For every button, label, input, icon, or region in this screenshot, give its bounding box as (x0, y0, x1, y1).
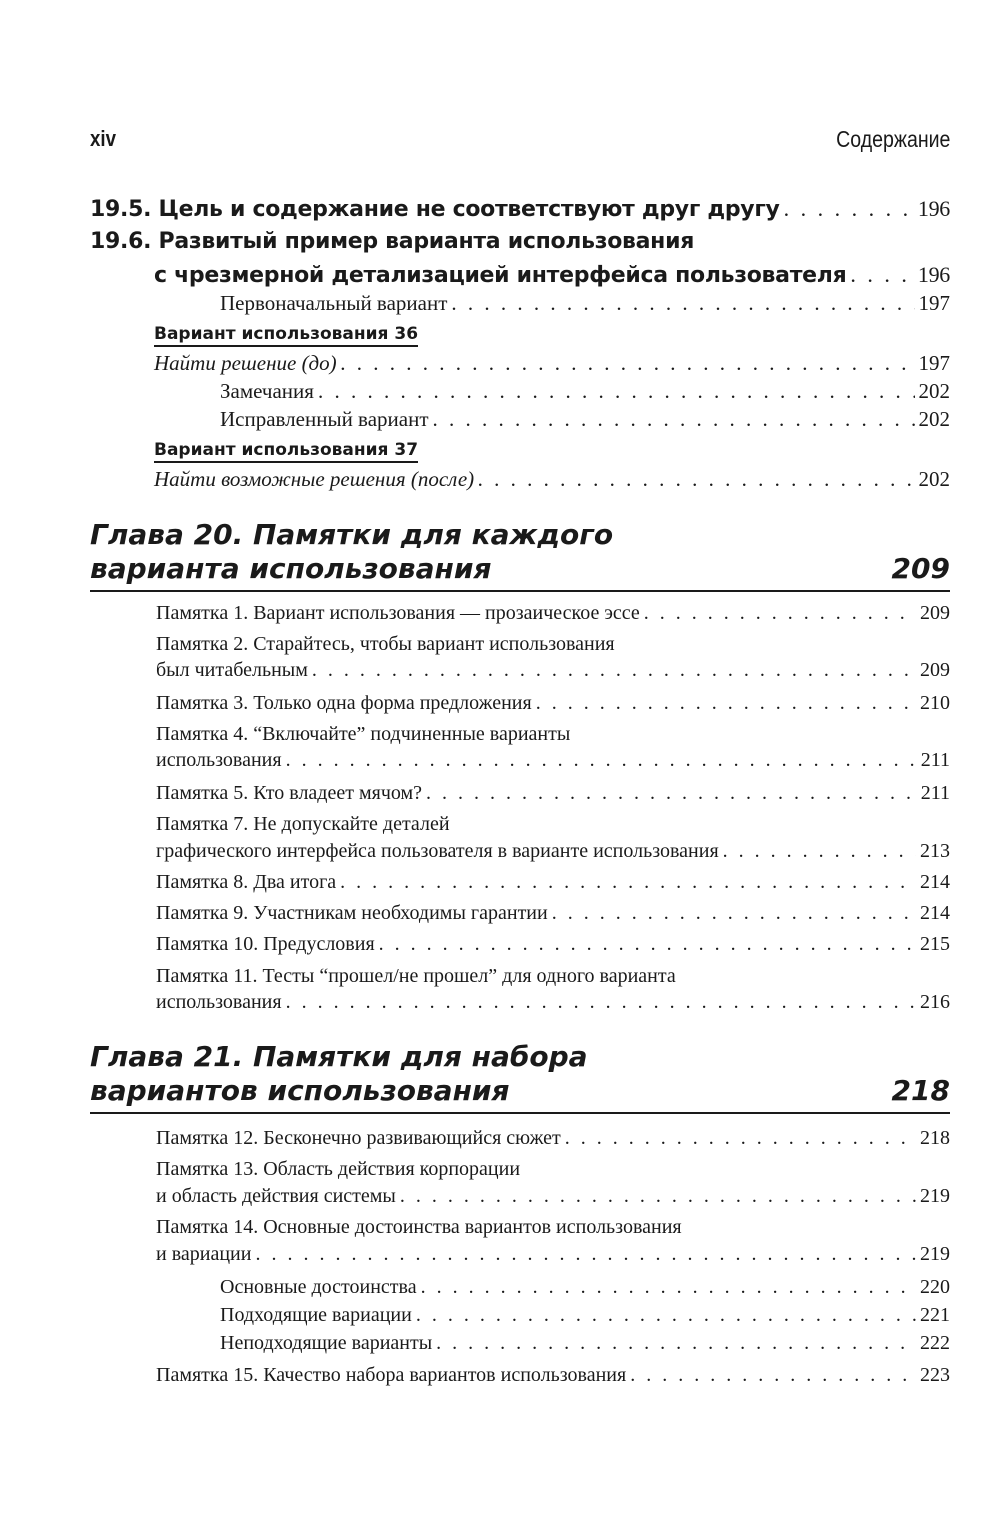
chapter-21-heading[interactable] (90, 1040, 950, 1116)
chapter-page-number: 218 (891, 1074, 950, 1107)
toc-entry-suitable-variations[interactable]: Подходящие вариации . . . 221 (220, 1304, 950, 1327)
toc-page-number: 211 (920, 749, 950, 771)
leader-dots (312, 659, 916, 682)
toc-entry-memo-7[interactable]: графического интерфейса пользователя в варианте использования . . . 213 (156, 840, 950, 863)
toc-page-number: 213 (920, 840, 950, 862)
toc-entry-corrected-variant[interactable]: Исправленный вариант . . . 202 (220, 407, 950, 432)
toc-entry-memo-5[interactable]: Памятка 5. Кто владеет мячом? . . . 211 (156, 782, 950, 805)
toc-entry-memo-4-line1[interactable]: Памятка 4. “Включайте” подчиненные варианты (156, 723, 571, 745)
chapter-title-line2: вариантов использования (90, 1074, 510, 1107)
toc-entry-19-6-line1[interactable]: 19.6. Развитый пример варианта использования (90, 229, 695, 254)
toc-entry-19-6[interactable]: с чрезмерной детализацией интерфейса пользователя . . . 196 (154, 262, 950, 288)
toc-entry-memo-13[interactable]: и область действия системы . . . 219 (156, 1185, 950, 1208)
toc-entry-main-merits[interactable]: Основные достоинства . . . 220 (220, 1276, 950, 1299)
toc-entry-memo-1[interactable]: Памятка 1. Вариант использования — прозаическое эссе . . . 209 (156, 602, 950, 625)
toc-entry-memo-9[interactable]: Памятка 9. Участникам необходимы гарантии . . . 214 (156, 902, 950, 925)
toc-page-number: 197 (918, 291, 950, 315)
leader-dots (723, 840, 916, 863)
leader-dots (644, 602, 916, 625)
toc-entry-memo-12[interactable]: Памятка 12. Бесконечно развивающийся сюжет . . . 218 (156, 1127, 950, 1150)
leader-dots (286, 991, 916, 1014)
leader-dots (436, 1332, 916, 1355)
leader-dots (340, 871, 916, 894)
chapter-title-line2: варианта использования (90, 552, 492, 585)
leader-dots (286, 749, 917, 772)
toc-entry-unsuitable-variants[interactable]: Неподходящие варианты . . . 222 (220, 1332, 950, 1355)
leader-dots (416, 1304, 916, 1327)
toc-entry-usecase-37[interactable]: Найти возможные решения (после) . . . 202 (154, 467, 950, 492)
toc-entry-19-5[interactable]: 19.5. Цель и содержание не соответствуют друг другу . . . 196 (90, 196, 950, 222)
leader-dots (255, 1243, 916, 1266)
page-number: xiv (90, 126, 117, 151)
leader-dots (318, 379, 915, 404)
leader-dots (400, 1185, 916, 1208)
chapter-title-rule (90, 552, 950, 592)
chapter-title-line1: Глава 21. Памятки для набора (90, 1040, 588, 1073)
toc-page-number: 219 (920, 1185, 950, 1207)
toc-page-number: 210 (920, 692, 950, 714)
toc-page-number: 220 (920, 1276, 950, 1298)
toc-page-number: 222 (920, 1332, 950, 1354)
toc-page-number: 216 (920, 991, 950, 1013)
toc-entry-memo-2[interactable]: был читабельным . . . 209 (156, 659, 950, 682)
leader-dots (565, 1127, 916, 1150)
leader-dots (433, 407, 915, 432)
toc-entry-memo-13-line1[interactable]: Памятка 13. Область действия корпорации (156, 1158, 521, 1180)
leader-dots (379, 933, 916, 956)
usecase-36-label: Вариант использования 36 (154, 324, 418, 347)
leader-dots (536, 692, 916, 715)
toc-page-number: 214 (920, 902, 950, 924)
toc-entry-memo-14[interactable]: и вариации . . . 219 (156, 1243, 950, 1266)
page-header (90, 118, 950, 158)
toc-entry-memo-15[interactable]: Памятка 15. Качество набора вариантов использования . . . 223 (156, 1364, 950, 1387)
running-title: Содержание (835, 126, 950, 152)
toc-entry-memo-7-line1[interactable]: Памятка 7. Не допускайте деталей (156, 813, 450, 835)
toc-page-number: 202 (918, 407, 950, 431)
toc-entry-memo-2-line1[interactable]: Памятка 2. Старайтесь, чтобы вариант использования (156, 633, 615, 655)
toc-page-number: 219 (920, 1243, 950, 1265)
toc-entry-usecase-36[interactable]: Найти решение (до) . . . 197 (154, 351, 950, 376)
leader-dots (784, 196, 914, 222)
toc-entry-initial-variant[interactable]: Первоначальный вариант . . . 197 (220, 291, 950, 316)
leader-dots (341, 351, 915, 376)
leader-dots (850, 262, 913, 288)
toc-page-number: 196 (917, 262, 950, 287)
toc-page-number: 223 (920, 1364, 950, 1386)
chapter-20-heading[interactable] (90, 518, 950, 594)
toc-entry-remarks[interactable]: Замечания . . . 202 (220, 379, 950, 404)
toc-entry-memo-3[interactable]: Памятка 3. Только одна форма предложения . . . 210 (156, 692, 950, 715)
leader-dots (478, 467, 914, 492)
toc-entry-memo-4[interactable]: использования . . . 211 (156, 749, 950, 772)
toc-page-number: 209 (920, 602, 950, 624)
toc-page-number: 202 (918, 379, 950, 403)
toc-page-number: 218 (920, 1127, 950, 1149)
chapter-title-rule (90, 1074, 950, 1114)
chapter-title-line1: Глава 20. Памятки для каждого (90, 518, 614, 551)
toc-entry-memo-10[interactable]: Памятка 10. Предусловия . . . 215 (156, 933, 950, 956)
leader-dots (426, 782, 917, 805)
toc-page-number: 214 (920, 871, 950, 893)
leader-dots (451, 291, 914, 316)
toc-page-number: 215 (920, 933, 950, 955)
toc-entry-memo-11[interactable]: использования . . . 216 (156, 991, 950, 1014)
toc-page-number: 209 (920, 659, 950, 681)
chapter-page-number: 209 (891, 552, 950, 585)
toc-page-number: 202 (918, 467, 950, 491)
toc-entry-memo-8[interactable]: Памятка 8. Два итога . . . 214 (156, 871, 950, 894)
usecase-37-label: Вариант использования 37 (154, 440, 418, 463)
toc-page-number: 197 (918, 351, 950, 375)
leader-dots (552, 902, 916, 925)
toc-page-number: 221 (920, 1304, 950, 1326)
toc-page-number: 211 (920, 782, 950, 804)
toc-page-number: 196 (917, 196, 950, 221)
toc-entry-memo-14-line1[interactable]: Памятка 14. Основные достоинства вариантов использования (156, 1216, 682, 1238)
leader-dots (630, 1364, 916, 1387)
toc-entry-memo-11-line1[interactable]: Памятка 11. Тесты “прошел/не прошел” для одного варианта (156, 965, 676, 987)
leader-dots (421, 1276, 916, 1299)
